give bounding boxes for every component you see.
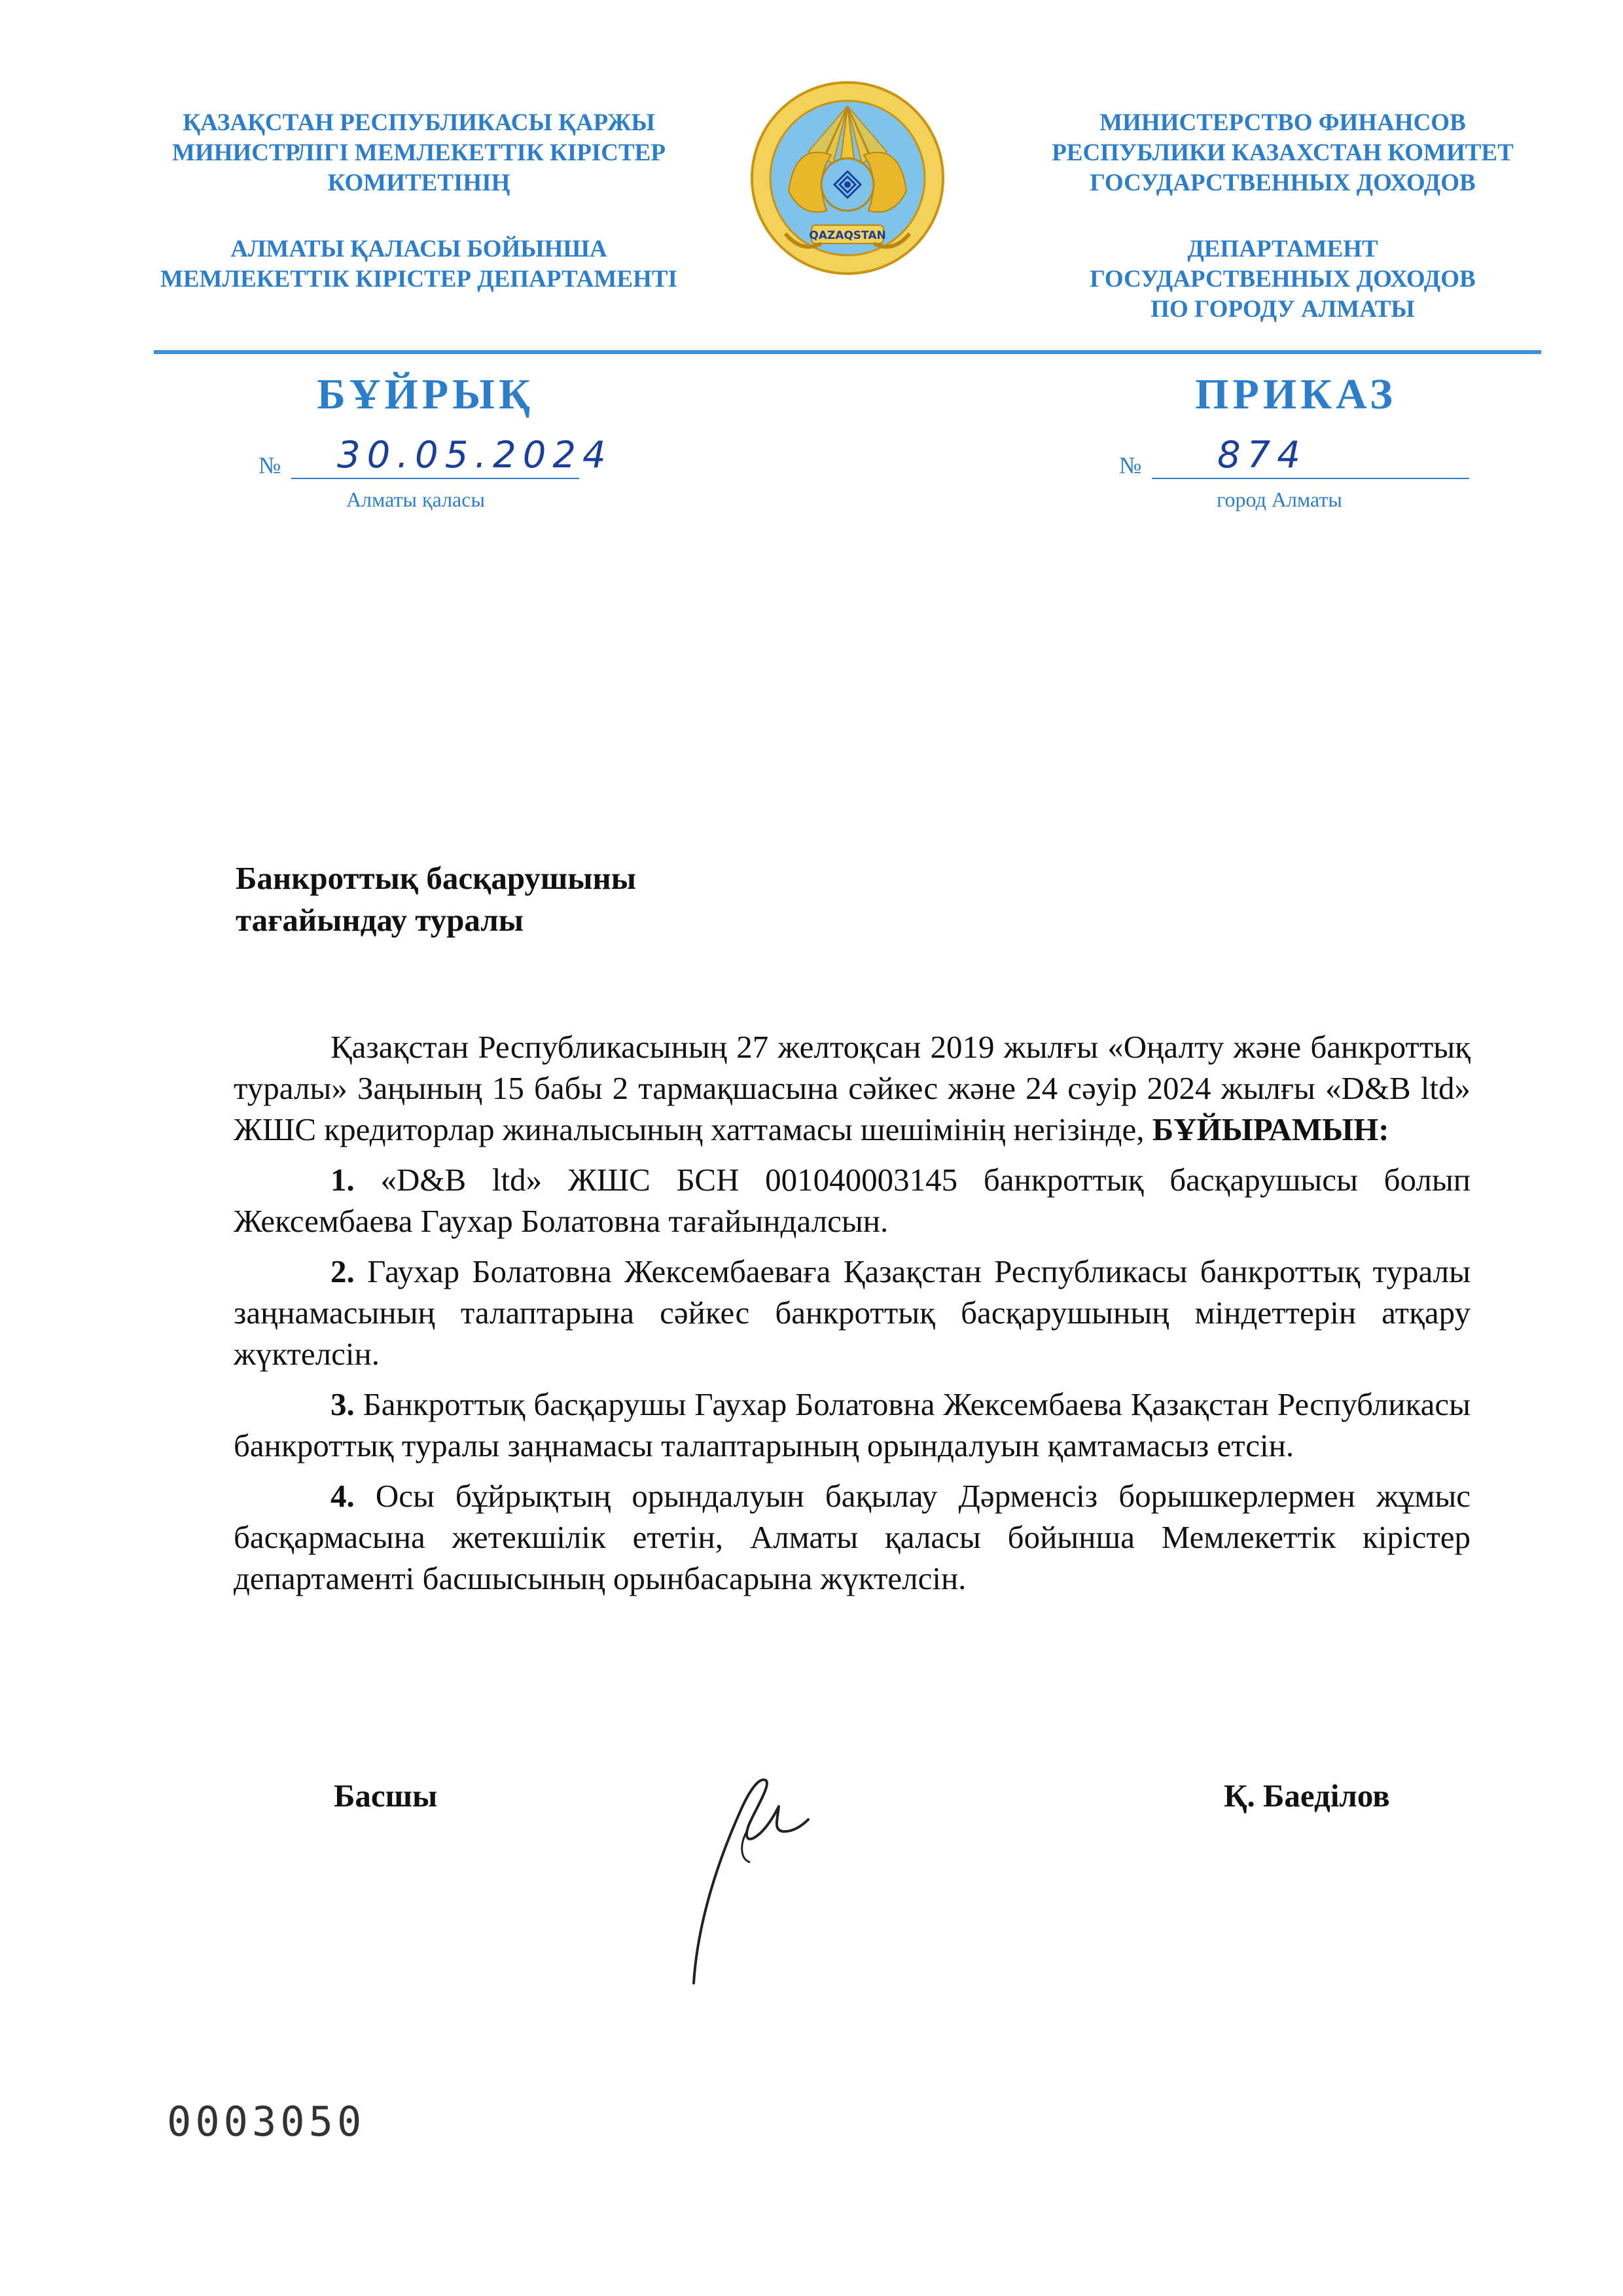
order-item — [234, 1251, 1471, 1374]
order-item — [234, 1384, 1471, 1466]
order-subject — [236, 857, 636, 941]
order-item — [234, 1159, 1471, 1242]
item-number: 2. — [330, 1253, 355, 1289]
item-text: «D&B ltd» ЖШС БСН 001040003145 банкроттық басқарушысы болып Жексембаева Гаухар Болатовна тағайындалсын. — [234, 1162, 1471, 1239]
header-ru-line: ДЕПАРТАМЕНТ — [1187, 236, 1378, 262]
order-body — [234, 1026, 1471, 1599]
city-kz: Алматы қаласы — [346, 488, 485, 511]
header-kz-line: МИНИСТРЛІГІ МЕМЛЕКЕТТІК КІРІСТЕР — [172, 139, 666, 166]
order-date-field — [259, 434, 613, 484]
number-sign: № — [1119, 452, 1142, 478]
header-ru-line: ГОСУДАРСТВЕННЫХ ДОХОДОВ — [1090, 170, 1476, 196]
header-ru-line: ПО ГОРОДУ АЛМАТЫ — [1150, 296, 1415, 323]
header-russian — [995, 108, 1571, 325]
header-kz-line: АЛМАТЫ ҚАЛАСЫ БОЙЫНША — [230, 236, 607, 262]
signatory-role: Басшы — [334, 1778, 438, 1814]
item-text: Осы бұйрықтың орындалуын бақылау Дәрменсіз борышкерлермен жұмыс басқармасына жетекшілік ететін, Алматы қаласы бойынша Мемлекеттік кірістер департаменті басшысының орынбасарына жүктелсін. — [234, 1478, 1471, 1596]
header-kz-line: МЕМЛЕКЕТТІК КІРІСТЕР ДЕПАРТАМЕНТІ — [160, 266, 677, 293]
preamble-paragraph — [234, 1026, 1471, 1150]
order-date-handwritten: 30.05.2024 — [337, 434, 613, 476]
handwritten-signature-icon — [668, 1754, 864, 1990]
decree-word: БҰЙЫРАМЫН: — [1152, 1111, 1389, 1147]
preamble-text: Қазақстан Республикасының 27 желтоқсан 2019 жылғы «Оңалту және банкроттық туралы» Заңының 15 бабы 2 тармақшасына сәйкес және 24 сәуір 2024 жылғы «D&B ltd» ЖШС кредиторлар жиналысының хаттамасы шешімінің негізінде, — [234, 1029, 1471, 1147]
item-number: 3. — [330, 1386, 355, 1422]
emblem-text: QAZAQSTAN — [809, 229, 886, 242]
order-item — [234, 1475, 1471, 1599]
subject-line: Банкроттық басқарушыны — [236, 860, 637, 896]
number-underline — [291, 478, 579, 479]
item-number: 4. — [330, 1478, 355, 1514]
number-underline — [1152, 478, 1469, 479]
order-title-ru: ПРИКАЗ — [1195, 370, 1397, 418]
header-ru-line: МИНИСТЕРСТВО ФИНАНСОВ — [1099, 109, 1466, 136]
serial-number: 0003050 — [167, 2098, 366, 2145]
city-ru: город Алматы — [1217, 488, 1342, 511]
header-ru-line: РЕСПУБЛИКИ КАЗАХСТАН КОМИТЕТ — [1052, 139, 1514, 166]
header-divider — [154, 350, 1541, 354]
signatory-name: Қ. Баеділов — [1224, 1778, 1390, 1814]
header-kazakh — [131, 108, 707, 295]
item-text: Гаухар Болатовна Жексембаеваға Қазақстан Республикасы банкроттық туралы заңнамасының талаптарына сәйкес банкроттық басқарушының міндеттерін атқару жүктелсін. — [234, 1253, 1471, 1372]
item-text: Банкроттық басқарушы Гаухар Болатовна Жексембаева Қазақстан Республикасы банкроттық туралы заңнамасы талаптарының орындалуын қамтамасыз етсін. — [234, 1386, 1471, 1463]
header-kz-line: ҚАЗАҚСТАН РЕСПУБЛИКАСЫ ҚАРЖЫ — [183, 109, 655, 136]
header-ru-line: ГОСУДАРСТВЕННЫХ ДОХОДОВ — [1090, 266, 1476, 293]
order-number-field — [1119, 434, 1446, 484]
header-kz-line: КОМИТЕТІНІҢ — [327, 170, 510, 196]
order-title-kz: БҰЙРЫҚ — [317, 370, 534, 418]
state-emblem-icon — [749, 80, 946, 276]
number-sign: № — [259, 452, 281, 478]
item-number: 1. — [330, 1162, 355, 1198]
order-number-handwritten: 874 — [1217, 434, 1307, 476]
subject-line: тағайындау туралы — [236, 902, 524, 938]
